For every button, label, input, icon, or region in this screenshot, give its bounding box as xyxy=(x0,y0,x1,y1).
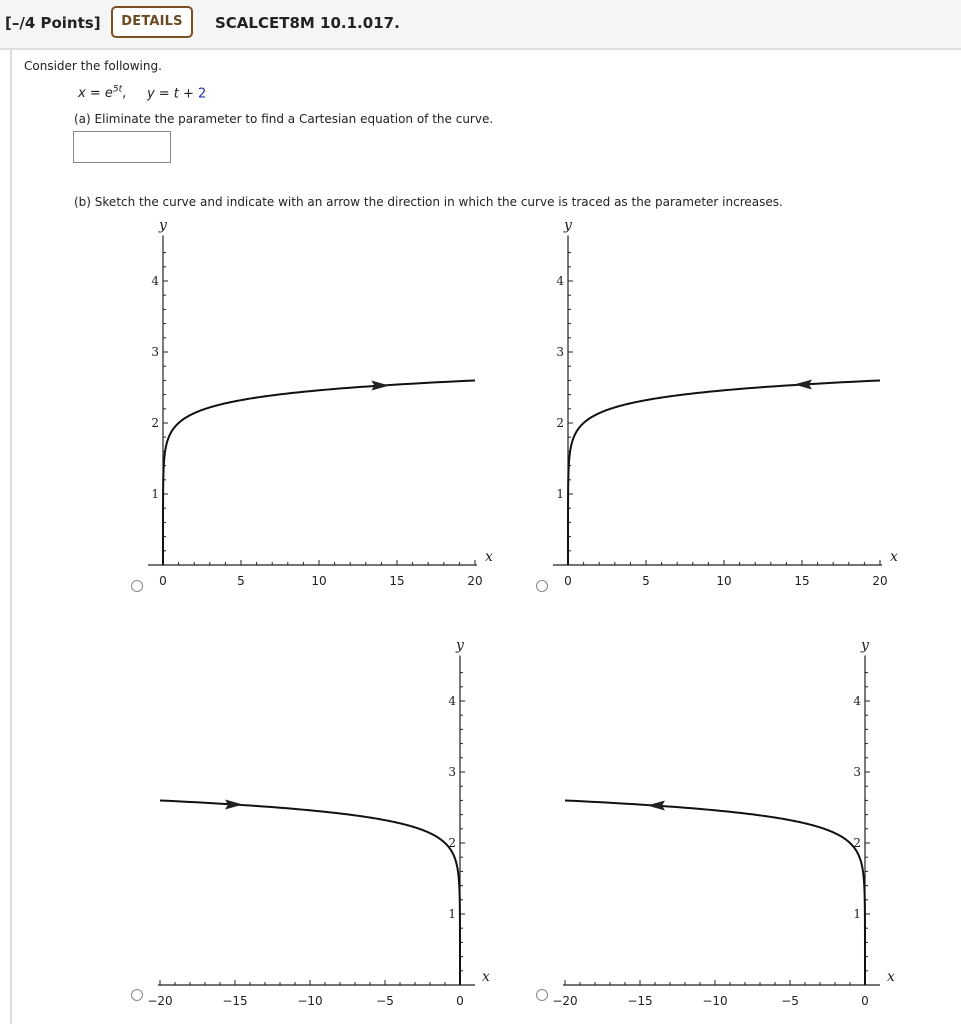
svg-text:5: 5 xyxy=(642,574,650,588)
svg-text:y: y xyxy=(861,637,869,654)
svg-text:−20: −20 xyxy=(552,994,578,1008)
svg-text:5: 5 xyxy=(237,574,245,588)
svg-text:x: x xyxy=(485,549,493,565)
svg-text:10: 10 xyxy=(716,574,732,588)
svg-text:4: 4 xyxy=(448,694,456,708)
svg-text:15: 15 xyxy=(794,574,810,588)
details-button[interactable]: DETAILS xyxy=(111,6,193,38)
svg-text:y: y xyxy=(564,217,572,234)
part-a-prompt: (a) Eliminate the parameter to find a Cartesian equation of the curve. xyxy=(74,112,494,126)
svg-text:0: 0 xyxy=(861,994,869,1008)
svg-text:0: 0 xyxy=(564,574,572,588)
svg-text:y: y xyxy=(159,217,167,234)
intro-text: Consider the following. xyxy=(24,59,162,73)
svg-text:1: 1 xyxy=(556,487,564,501)
svg-text:0: 0 xyxy=(456,994,464,1008)
svg-text:20: 20 xyxy=(467,574,483,588)
svg-text:3: 3 xyxy=(448,765,456,779)
svg-text:10: 10 xyxy=(311,574,327,588)
svg-text:4: 4 xyxy=(151,274,159,288)
answer-input[interactable] xyxy=(73,131,171,163)
svg-text:3: 3 xyxy=(151,345,159,359)
option-1-graph xyxy=(130,215,500,595)
option-4-graph xyxy=(535,635,905,1015)
svg-text:x: x xyxy=(482,969,490,985)
svg-text:4: 4 xyxy=(853,694,861,708)
svg-text:−20: −20 xyxy=(147,994,173,1008)
svg-text:1: 1 xyxy=(448,907,456,921)
parametric-equations xyxy=(78,85,206,101)
svg-text:−15: −15 xyxy=(222,994,248,1008)
equation-y: y = t + 2 xyxy=(146,86,207,102)
svg-text:x: x xyxy=(890,549,898,565)
svg-text:x: x xyxy=(887,969,895,985)
svg-text:y: y xyxy=(456,637,464,654)
option-2-graph xyxy=(535,215,905,595)
question-header xyxy=(0,0,961,50)
svg-text:4: 4 xyxy=(556,274,564,288)
equation-x: $x = e^{5t}$, xyxy=(78,85,127,102)
svg-text:2: 2 xyxy=(853,836,861,850)
option-3-graph xyxy=(130,635,500,1015)
svg-text:0: 0 xyxy=(159,574,167,588)
svg-text:−10: −10 xyxy=(702,994,728,1008)
svg-text:−5: −5 xyxy=(376,994,394,1008)
svg-text:2: 2 xyxy=(448,836,456,850)
svg-text:−5: −5 xyxy=(781,994,799,1008)
svg-text:3: 3 xyxy=(853,765,861,779)
problem-code: SCALCET8M 10.1.017. xyxy=(215,14,400,32)
left-border xyxy=(10,50,12,1024)
svg-text:2: 2 xyxy=(556,416,564,430)
svg-text:−15: −15 xyxy=(627,994,653,1008)
svg-text:1: 1 xyxy=(853,907,861,921)
svg-text:20: 20 xyxy=(872,574,888,588)
points-label: [–/4 Points] xyxy=(5,14,101,32)
part-b-prompt: (b) Sketch the curve and indicate with an arrow the direction in which the curve is traced as the parameter increases. xyxy=(74,195,783,209)
svg-text:−10: −10 xyxy=(297,994,323,1008)
svg-text:15: 15 xyxy=(389,574,405,588)
svg-text:3: 3 xyxy=(556,345,564,359)
svg-text:2: 2 xyxy=(151,416,159,430)
svg-text:1: 1 xyxy=(151,487,159,501)
